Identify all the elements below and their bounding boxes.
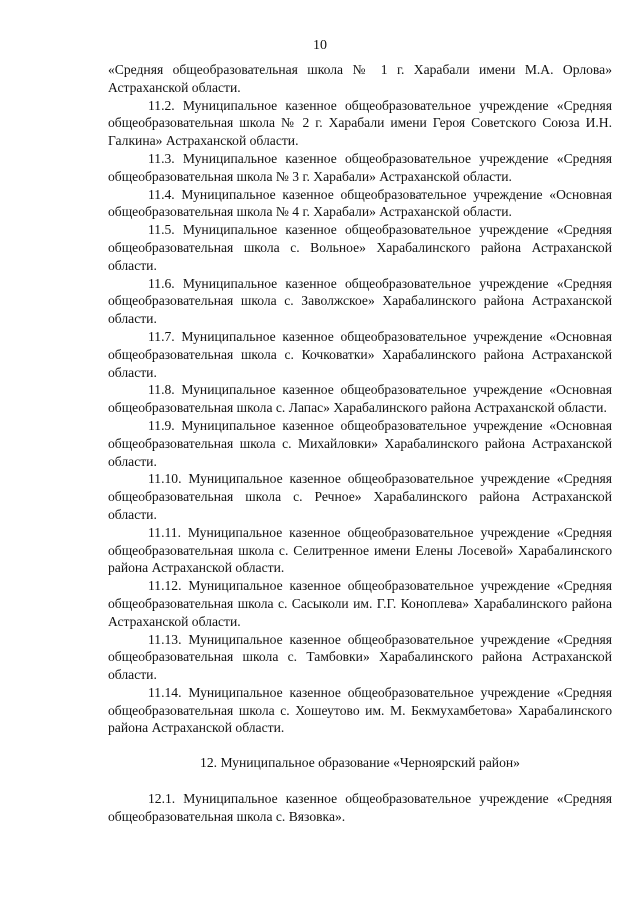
section-heading: 12. Муниципальное образование «Черноярский район»: [200, 755, 520, 771]
paragraph-11-12: 11.12. Муниципальное казенное общеобразовательное учреждение «Средняя общеобразовательная школа с. Сасыколи им. Г.Г. Коноплева» Харабалинского района Астраханской области.: [108, 578, 612, 629]
paragraph-11-13: 11.13. Муниципальное казенное общеобразовательное учреждение «Средняя общеобразовательная школа с. Тамбовки» Харабалинского района Астраханской области.: [108, 631, 612, 683]
paragraph-11-5: 11.5. Муниципальное казенное общеобразовательное учреждение «Средняя общеобразовательная школа с. Вольное» Харабалинского района Астраханской области.: [108, 222, 612, 273]
paragraph-11-3: 11.3. Муниципальное казенное общеобразовательное учреждение «Средняя общеобразовательная школа № 3 г. Харабали» Астраханской области.: [108, 150, 612, 184]
paragraph-12-1: 12.1. Муниципальное казенное общеобразовательное учреждение «Средняя общеобразовательная школа с. Вязовка».: [108, 791, 612, 824]
paragraph-11-9: 11.9. Муниципальное казенное общеобразовательное учреждение «Основная общеобразовательная школа с. Михайловки» Харабалинского района Астраханской области.: [108, 417, 612, 469]
paragraph-11-10: 11.10. Муниципальное казенное общеобразовательное учреждение «Средняя общеобразовательная школа с. Речное» Харабалинского района Астраханской области.: [108, 471, 612, 522]
paragraph-11-7: 11.7. Муниципальное казенное общеобразовательное учреждение «Основная общеобразовательная школа с. Кочковатки» Харабалинского района Астраханской области.: [108, 328, 612, 380]
paragraph-11-14: 11.14. Муниципальное казенное общеобразовательное учреждение «Средняя общеобразовательная школа с. Хошеутово им. М. Бекмухамбетова» Харабалинского района Астраханской области.: [108, 684, 612, 736]
document-body: [108, 61, 612, 826]
paragraph-continuation: «Средняя общеобразовательная школа № 1 г. Харабали имени М.А. Орлова» Астраханской области.: [108, 62, 612, 95]
paragraph-11-11: 11.11. Муниципальное казенное общеобразовательное учреждение «Средняя общеобразовательная школа с. Селитренное имени Елены Лосевой» Харабалинского района Астраханской области.: [108, 524, 612, 576]
page-number: 10: [313, 38, 327, 53]
paragraph-11-6: 11.6. Муниципальное казенное общеобразовательное учреждение «Средняя общеобразовательная школа с. Заволжское» Харабалинского района Астраханской области.: [108, 275, 612, 327]
paragraph-11-4: 11.4. Муниципальное казенное общеобразовательное учреждение «Основная общеобразовательная школа № 4 г. Харабали» Астраханской области.: [108, 186, 612, 220]
paragraph-11-2: 11.2. Муниципальное казенное общеобразовательное учреждение «Средняя общеобразовательная школа № 2 г. Харабали имени Героя Советского Союза И.Н. Галкина» Астраханской области.: [108, 97, 612, 149]
paragraph-11-8: 11.8. Муниципальное казенное общеобразовательное учреждение «Основная общеобразовательная школа с. Лапас» Харабалинского района Астраханской области.: [108, 382, 612, 416]
